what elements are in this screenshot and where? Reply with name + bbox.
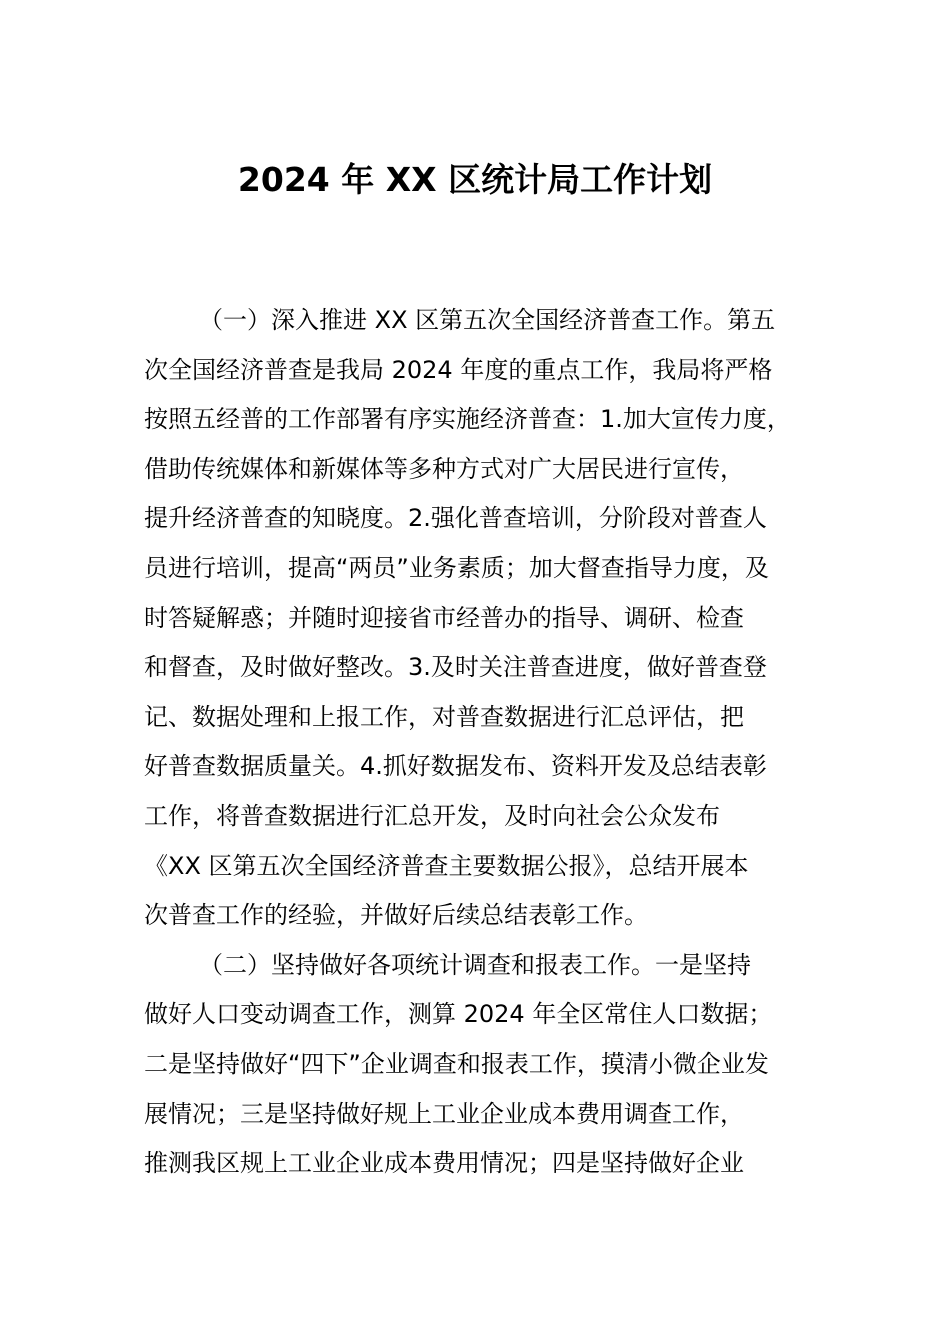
paragraph-2-line: （二）坚持做好各项统计调查和报表工作。一是坚持 (199, 950, 751, 979)
document-title: 2024 年 XX 区统计局工作计划 (237, 160, 713, 199)
paragraph-1-line: 次全国经济普查是我局 2024 年度的重点工作，我局将严格 (144, 355, 773, 384)
paragraph-1-line: 借助传统媒体和新媒体等多种方式对广大居民进行宣传， (144, 454, 744, 483)
paragraph-2-line: 做好人口变动调查工作，测算 2024 年全区常住人口数据； (144, 1000, 773, 1029)
paragraph-1-line: 工作，将普查数据进行汇总开发，及时向社会公众发布 (144, 801, 720, 830)
paragraph-1-line: 《XX 区第五次全国经济普查主要数据公报》，总结开展本 (144, 851, 749, 880)
paragraph-1-line: 和督查，及时做好整改。3.及时关注普查进度，做好普查登 (144, 653, 767, 682)
paragraph-1-line: 时答疑解惑；并随时迎接省市经普办的指导、调研、检查 (144, 603, 744, 632)
paragraph-2-line: 展情况；三是坚持做好规上工业企业成本费用调查工作， (144, 1099, 744, 1128)
paragraph-2-line: 推测我区规上工业企业成本费用情况；四是坚持做好企业 (144, 1149, 744, 1178)
paragraph-1-line: 记、数据处理和上报工作，对普查数据进行汇总评估，把 (144, 702, 744, 731)
paragraph-1-line: 次普查工作的经验，并做好后续总结表彰工作。 (144, 901, 648, 930)
paragraph-1-line: （一）深入推进 XX 区第五次全国经济普查工作。第五 (199, 306, 776, 334)
paragraph-1-line: 员进行培训，提高“两员”业务素质；加大督查指导力度，及 (144, 553, 769, 582)
document-body (144, 296, 824, 1189)
paragraph-2-line: 二是坚持做好“四下”企业调查和报表工作，摸清小微企业发 (144, 1049, 769, 1078)
paragraph-1-line: 好普查数据质量关。4.抓好数据发布、资料开发及总结表彰 (144, 752, 767, 781)
paragraph-1-line: 按照五经普的工作部署有序实施经济普查：1.加大宣传力度， (144, 405, 791, 434)
paragraph-1-line: 提升经济普查的知晓度。2.强化普查培训，分阶段对普查人 (144, 504, 767, 533)
